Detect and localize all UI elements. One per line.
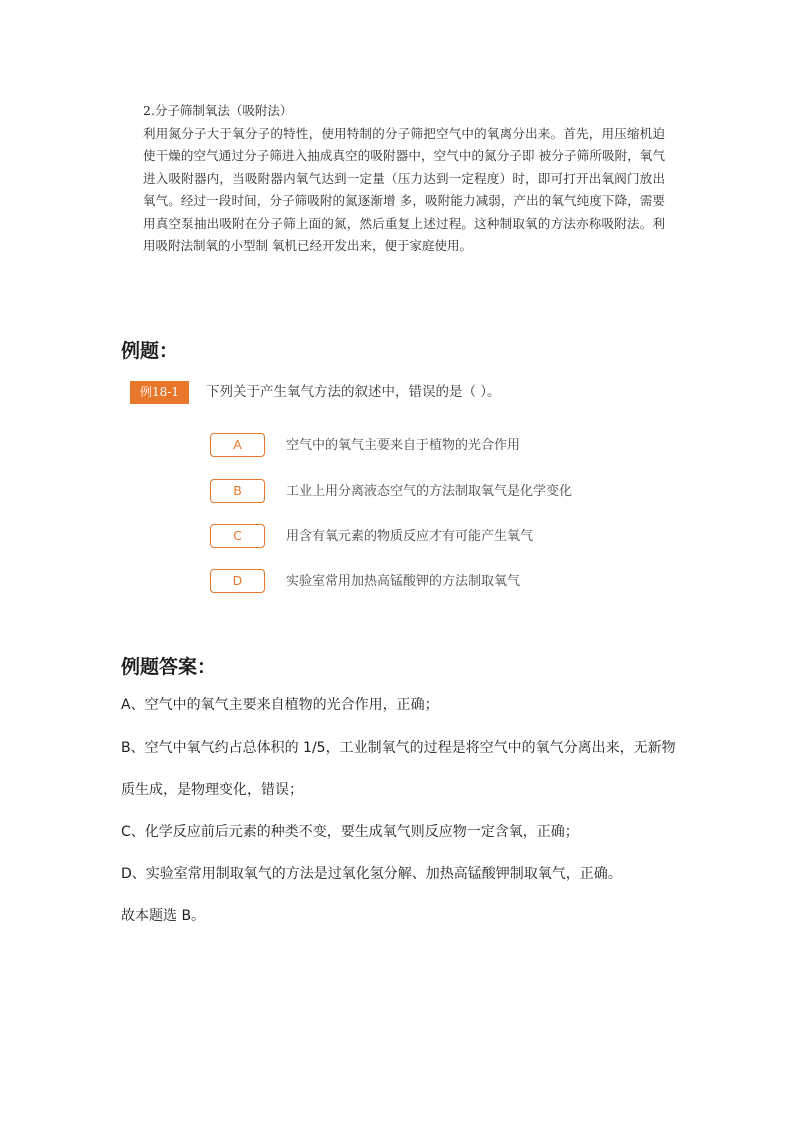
answer-line-b-cont: 质生成，是物理变化，错误；	[121, 782, 303, 798]
option-a-letter: A	[210, 433, 265, 457]
option-a	[210, 433, 770, 459]
option-d-letter: D	[210, 569, 265, 593]
passage	[143, 100, 665, 258]
option-c-text: 用含有氧元素的物质反应才有可能产生氧气	[286, 529, 534, 544]
question-text: 下列关于产生氧气方法的叙述中，错误的是（ ）。	[206, 384, 501, 400]
option-b-text: 工业上用分离液态空气的方法制取氧气是化学变化	[286, 484, 573, 499]
answer-line-c: C、化学反应前后元素的种类不变，要生成氧气则反应物一定含氧，正确；	[121, 824, 579, 840]
option-d	[210, 569, 770, 595]
option-d-text: 实验室常用加热高锰酸钾的方法制取氧气	[286, 574, 521, 589]
answer-section-title: 例题答案：	[121, 656, 217, 678]
answer-line-b: B、空气中氧气约占总体积的 1/5，工业制氧气的过程是将空气中的氧气分离出来，无新物	[121, 740, 676, 756]
passage-body: 利用氮分子大于氧分子的特性，使用特制的分子筛把空气中的氧离分出来。首先，用压缩机迫使干燥的空气通过分子筛进入抽成真空的吸附器中，空气中的氮分子即 被分子筛所吸附，氧气进入吸附器内，当吸附器内氧气达到一定量（压力达到一定程度）时，即可打开出氧阀门放出氧气。经过一段时间，分子筛吸附的氮逐渐增 多，吸附能力减弱，产出的氧气纯度下降，需要用真空泵抽出吸附在分子筛上面的氮，然后重复上述过程。这种制取氧的方法亦称吸附法。利用吸附法制氧的小型制 氧机已经开发出来，便于家庭使用。	[143, 125, 665, 253]
example-section-title: 例题：	[121, 340, 179, 362]
passage-heading: 2.分子筛制氧法（吸附法）	[143, 103, 293, 118]
example-tag: 例18-1	[130, 381, 189, 404]
option-c	[210, 524, 770, 550]
option-c-letter: C	[210, 524, 265, 548]
option-a-text: 空气中的氧气主要来自于植物的光合作用	[286, 438, 521, 453]
answer-line-d: D、实验室常用制取氧气的方法是过氧化氢分解、加热高锰酸钾制取氧气，正确。	[121, 866, 622, 882]
option-b-letter: B	[210, 479, 265, 503]
option-b	[210, 479, 770, 505]
answer-line-a: A、空气中的氧气主要来自植物的光合作用，正确；	[121, 697, 439, 713]
answer-conclusion: 故本题选 B。	[121, 908, 206, 924]
